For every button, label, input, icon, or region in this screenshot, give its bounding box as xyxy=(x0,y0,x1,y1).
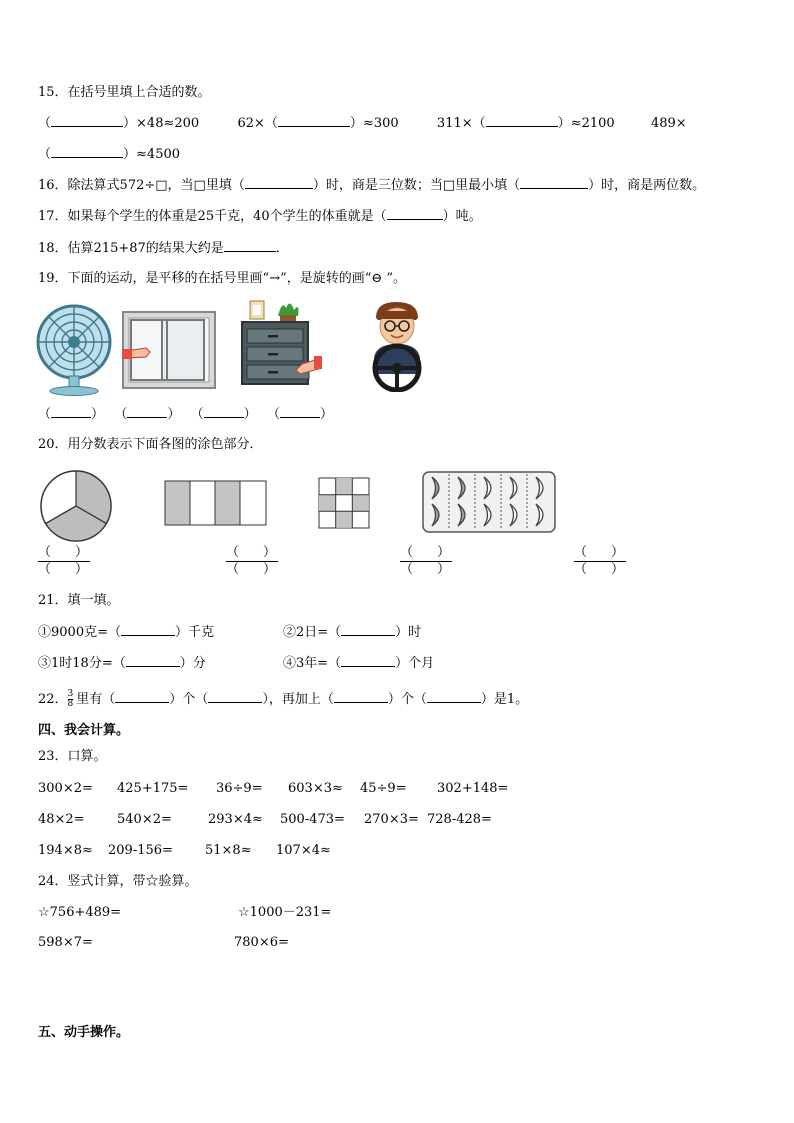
q23-item: 500-473= xyxy=(280,812,345,827)
section-four-heading: 四、我会计算。 xyxy=(38,723,130,738)
answer-blank[interactable] xyxy=(126,654,180,667)
answer-blank[interactable] xyxy=(280,405,320,418)
q18-text: 18．估算215+87的结果大约是 ． xyxy=(38,241,289,256)
q23-title: 23．口算。 xyxy=(38,749,107,764)
q23-item: 293×4≈ xyxy=(208,812,263,827)
answer-blank[interactable] xyxy=(51,114,123,127)
answer-blank[interactable] xyxy=(51,405,91,418)
q15-line1: （ ）×48≈200 62×（ ）≈300 311×（ ）≈2100 489× xyxy=(38,116,687,131)
q21-item-d: ④3年=（ ）个月 xyxy=(283,656,435,671)
q23-item: 728-428= xyxy=(427,812,492,827)
answer-blank[interactable] xyxy=(486,114,558,127)
q19-answer-row: （ ） （ ） （ ） （ ） xyxy=(38,407,333,422)
q23-item: 48×2= xyxy=(38,812,85,827)
q24-title: 24．竖式计算，带☆验算。 xyxy=(38,874,198,889)
q23-item: 270×3= xyxy=(364,812,419,827)
q21-item-a: ①9000克=（ ）千克 xyxy=(38,625,214,640)
answer-blank[interactable] xyxy=(341,623,395,636)
answer-blank[interactable] xyxy=(387,207,443,220)
q23-item: 425+175= xyxy=(117,781,189,796)
pie-thirds-figure xyxy=(38,468,114,544)
q22-text: 22． $\frac{3}{8}$ 里有（ ）个（ ），再加上（ ）个（ ）是1。 xyxy=(38,689,529,709)
section-five-heading: 五、动手操作。 xyxy=(38,1025,130,1040)
banana-tray-figure xyxy=(422,471,556,533)
grid-nine-figure xyxy=(318,477,370,529)
q24-item: 780×6= xyxy=(234,935,289,950)
fraction-answer-2[interactable]: （ ） （ ） xyxy=(226,545,277,577)
q23-item: 45÷9= xyxy=(360,781,407,796)
fraction-three-eighths: $\frac{3}{8}$ xyxy=(67,689,74,709)
rectangle-quarters-figure xyxy=(164,480,268,526)
steering-wheel-boy-image xyxy=(366,298,428,392)
answer-blank[interactable] xyxy=(51,145,123,158)
answer-blank[interactable] xyxy=(245,176,313,189)
answer-blank[interactable] xyxy=(204,405,244,418)
answer-blank[interactable] xyxy=(224,239,276,252)
sliding-window-image xyxy=(122,311,216,389)
q17-text: 17．如果每个学生的体重是25千克，40个学生的体重就是（ ）吨。 xyxy=(38,209,482,224)
electric-fan-image xyxy=(36,304,114,396)
answer-blank[interactable] xyxy=(121,623,175,636)
answer-blank[interactable] xyxy=(427,690,481,703)
q23-item: 194×8≈ xyxy=(38,843,93,858)
q23-item: 540×2= xyxy=(117,812,172,827)
q21-item-b: ②2日=（ ）时 xyxy=(283,625,422,640)
dresser-drawer-image xyxy=(238,298,322,386)
q23-item: 209-156= xyxy=(108,843,173,858)
q16-text: 16．除法算式572÷□，当□里填（ ）时，商是三位数；当□里最小填（ ）时，商是两位数。 xyxy=(38,178,706,193)
fraction-answer-4[interactable]: （ ） （ ） xyxy=(574,545,625,577)
answer-blank[interactable] xyxy=(520,176,588,189)
q19-title: 19．下面的运动，是平移的在括号里画“→”，是旋转的画“⊖ ”。 xyxy=(38,271,407,286)
answer-blank[interactable] xyxy=(127,405,167,418)
answer-blank[interactable] xyxy=(334,690,388,703)
answer-blank[interactable] xyxy=(115,690,169,703)
q24-item: ☆1000－231= xyxy=(238,905,332,920)
answer-blank[interactable] xyxy=(341,654,395,667)
q23-item: 51×8≈ xyxy=(205,843,252,858)
fraction-answer-3[interactable]: （ ） （ ） xyxy=(400,545,451,577)
q21-item-c: ③1时18分=（ ）分 xyxy=(38,656,206,671)
q24-item: ☆756+489= xyxy=(38,905,122,920)
q21-title: 21．填一填。 xyxy=(38,593,120,608)
q23-item: 107×4≈ xyxy=(276,843,331,858)
q15-title: 15．在括号里填上合适的数。 xyxy=(38,85,211,100)
q24-item: 598×7= xyxy=(38,935,93,950)
fraction-answer-1[interactable]: （ ） （ ） xyxy=(38,545,89,577)
q23-item: 302+148= xyxy=(437,781,509,796)
answer-blank[interactable] xyxy=(208,690,262,703)
answer-blank[interactable] xyxy=(278,114,350,127)
q15-line2: （ ）≈4500 xyxy=(38,147,181,162)
q23-item: 300×2= xyxy=(38,781,93,796)
q20-title: 20．用分数表示下面各图的涂色部分． xyxy=(38,437,263,452)
q23-item: 36÷9= xyxy=(216,781,263,796)
q23-item: 603×3≈ xyxy=(288,781,343,796)
